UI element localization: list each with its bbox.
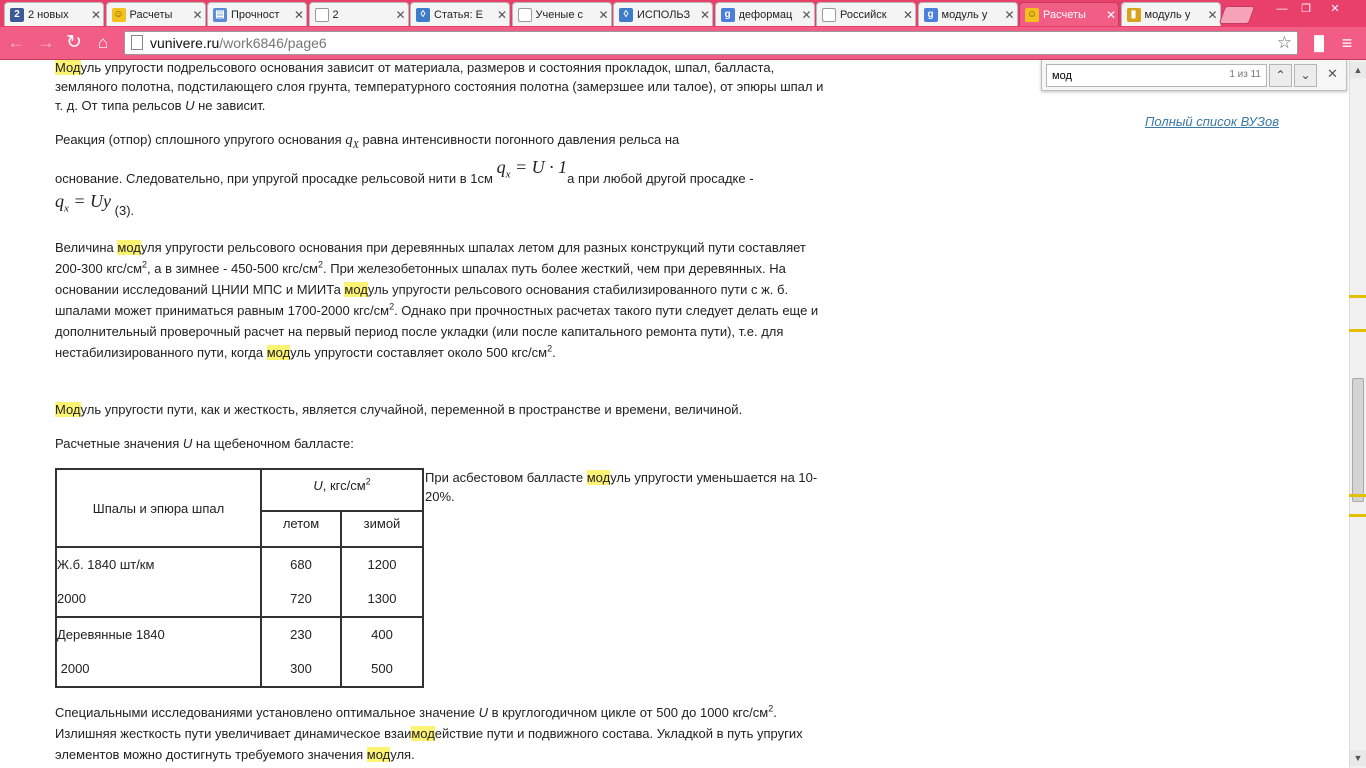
table-cell: Ж.б. 1840 шт/км xyxy=(57,557,155,572)
table-cell: 1200 xyxy=(367,557,397,572)
browser-tab[interactable] xyxy=(918,2,1018,26)
page-icon xyxy=(518,8,532,22)
tab-close-icon[interactable]: ✕ xyxy=(1105,7,1117,22)
extension-bar-chart-icon[interactable]: ▐▌ xyxy=(1309,35,1329,51)
find-previous-button[interactable]: ⌃ xyxy=(1269,64,1292,87)
find-input-box[interactable] xyxy=(1046,64,1267,87)
tab-title: деформац xyxy=(738,8,793,21)
google-icon: g xyxy=(924,8,938,22)
scrollbar-thumb[interactable] xyxy=(1352,378,1364,502)
tab-close-icon[interactable]: ✕ xyxy=(395,7,406,22)
table-header-winter: зимой xyxy=(341,511,423,547)
browser-tab[interactable] xyxy=(1019,2,1119,26)
table-row xyxy=(56,547,423,617)
browser-tab[interactable] xyxy=(106,2,206,26)
table-cell: 500 xyxy=(371,661,393,676)
tab-title: Российск xyxy=(840,8,887,21)
tab-close-icon[interactable]: ✕ xyxy=(1207,7,1218,22)
reload-icon[interactable]: ↻ xyxy=(66,32,82,53)
table-header-summer: летом xyxy=(261,511,341,547)
paragraph-modulus-values: Величина модуля упругости рельсового основания при деревянных шпалах летом для разных конструкций пути составляет 200-300 кгс/$см^2$, а в зимнее - 450-500 кгс/$см^2$. При железобетонных шпалах путь более жесткий, чем при деревянных. На основании исследований ЦНИИ МПС и МИИТа модуль упругости рельсового основания стабилизированного пути с ж. б. шпалами может приниматься равным 1700-2000 кгс/$см^2$. Однако при прочностных расчетах такого пути следует делать еще и дополнительный проверочный расчет на первый период после укладки (или после капитального ремонта пути), т.е. для нестабилизированного пути, когда модуль упругости составляет около 500 кгс/$см^2$. xyxy=(55,240,819,360)
asbestos-ballast-note: При асбестовом балласте модуль упругости уменьшается на 10-20%. xyxy=(425,470,818,504)
url-path: /work6846/page6 xyxy=(219,35,327,51)
search-highlight: мод xyxy=(117,240,141,255)
scrollbar-match-marker xyxy=(1349,329,1366,332)
tab-title: модуль у xyxy=(1144,8,1191,21)
browser-tab[interactable] xyxy=(613,2,713,26)
forward-icon[interactable]: → xyxy=(37,33,55,52)
bookmark-star-icon[interactable]: ☆ xyxy=(1276,33,1292,52)
tab-close-icon[interactable]: ✕ xyxy=(598,7,609,22)
search-highlight: мод xyxy=(366,747,391,762)
page-icon xyxy=(131,35,143,50)
paragraph-modulus-dependence: Модуль упругости подрельсового основания зависит от материала, размеров и состояния прокладок, шпал, балласта, земляного полотна, подстилающего слоя грунта, температурного состояния полотна (замерзшее или талое), от эпюры шпал и т. д. От типа рельсов U не зависит. xyxy=(55,60,824,113)
modulus-table xyxy=(55,468,424,688)
scrollbar-match-marker xyxy=(1349,514,1366,517)
browser-tab[interactable] xyxy=(816,2,916,26)
table-cell: 2000 xyxy=(57,591,86,606)
scrollbar-match-marker xyxy=(1349,295,1366,298)
search-highlight: мод xyxy=(411,726,435,741)
doc-search-icon: ▤ xyxy=(213,8,227,22)
smiley-icon: ☺ xyxy=(1026,9,1038,20)
table-cell: 300 xyxy=(290,661,312,676)
page-icon xyxy=(822,8,836,22)
tab-close-icon[interactable]: ✕ xyxy=(496,7,508,22)
browser-tab[interactable] xyxy=(4,2,104,26)
tab-close-icon[interactable]: ✕ xyxy=(192,7,203,22)
globe-icon: ◊ xyxy=(619,8,633,22)
page-icon xyxy=(315,8,329,22)
table-header-sleepers: Шпалы и эпюра шпал xyxy=(56,469,261,547)
address-bar[interactable] xyxy=(124,31,1298,55)
page-content xyxy=(0,60,1349,768)
table-cell: 2000 xyxy=(57,661,90,676)
tab-close-icon[interactable]: ✕ xyxy=(1004,7,1015,22)
browser-toolbar xyxy=(0,27,1366,60)
find-bar xyxy=(1041,60,1347,91)
browser-tab[interactable] xyxy=(309,2,409,26)
browser-tab[interactable] xyxy=(512,2,612,26)
vertical-scrollbar[interactable] xyxy=(1349,60,1366,768)
find-input[interactable] xyxy=(1052,67,1212,84)
tab-title: модуль у xyxy=(941,8,988,21)
table-header-u: U, кгс/$см^2$ xyxy=(261,469,423,511)
browser-tab[interactable] xyxy=(410,2,510,26)
formula-q-equals-u: $q_x = U \cdot 1$ xyxy=(496,157,568,181)
browser-tab[interactable] xyxy=(1121,2,1221,26)
search-highlight: Мод xyxy=(55,402,81,417)
tab-close-icon[interactable]: ✕ xyxy=(801,7,812,22)
tab-title: Расчеты xyxy=(1043,8,1086,21)
browser-tab[interactable] xyxy=(715,2,815,26)
formula-q-equals-uy: $q_x = Uy$ xyxy=(55,191,112,215)
find-next-button[interactable]: ⌄ xyxy=(1294,64,1317,87)
scroll-up-arrow-icon[interactable]: ▲ xyxy=(1350,62,1366,78)
globe-icon: ◊ xyxy=(416,8,430,22)
tab-title: 2 новых xyxy=(28,8,69,21)
scroll-down-arrow-icon[interactable]: ▼ xyxy=(1350,750,1366,766)
tab-title: Ученые с xyxy=(535,8,583,21)
smiley-icon: ☺ xyxy=(113,9,124,20)
tab-title: Прочност xyxy=(231,8,280,21)
scrollbar-match-marker xyxy=(1349,494,1366,497)
tab-close-icon[interactable]: ✕ xyxy=(902,7,914,22)
search-highlight: мод xyxy=(266,345,291,360)
tab-close-icon[interactable]: ✕ xyxy=(90,7,102,22)
table-cell: 400 xyxy=(371,627,393,642)
tab-strip xyxy=(0,0,1366,27)
find-close-icon[interactable]: ✕ xyxy=(1327,66,1338,81)
university-list-link[interactable]: Полный список ВУЗов xyxy=(1145,114,1280,129)
wrench-menu-icon[interactable]: ≡ xyxy=(1341,33,1353,53)
search-highlight: мод xyxy=(344,282,368,297)
tab-close-icon[interactable]: ✕ xyxy=(293,7,305,22)
table-cell: 230 xyxy=(290,627,312,642)
maximize-button[interactable]: ❐ xyxy=(1301,3,1311,15)
home-icon[interactable]: ⌂ xyxy=(97,33,109,52)
search-highlight: Мод xyxy=(55,60,81,75)
bar-chart-icon: ▮ xyxy=(1127,8,1141,22)
mail-icon: 2 xyxy=(10,8,24,22)
browser-tab[interactable] xyxy=(207,2,307,26)
paragraph-random-variable: Модуль упругости пути, как и жесткость, является случайной, переменной в пространстве и времени, величиной. xyxy=(55,402,743,417)
tab-title: 2 xyxy=(332,8,339,21)
table-cell: 680 xyxy=(290,557,312,572)
paragraph-formula-3: $q_x = Uy$ (3). xyxy=(55,191,135,218)
paragraph-reaction-line1: Реакция (отпор) сплошного упругого основания $q_X$ равна интенсивности погонного давления рельса на xyxy=(55,132,680,151)
tab-close-icon[interactable]: ✕ xyxy=(699,7,711,22)
close-window-button[interactable]: ✕ xyxy=(1330,3,1340,15)
table-cell: 1300 xyxy=(367,591,397,606)
find-match-count: 1 из 11 xyxy=(1229,69,1261,80)
tab-title: ИСПОЛЬЗ xyxy=(637,8,691,21)
paragraph-calc-values-intro: Расчетные значения U на щебеночном балласте: xyxy=(55,436,354,451)
back-icon[interactable]: ← xyxy=(7,33,25,52)
table-row xyxy=(56,617,423,687)
paragraph-optimal-value: Специальными исследованиями установлено оптимальное значение U в круглогодичном цикле от 500 до 1000 кгс/$см^2$. Излишняя жесткость пути увеличивает динамическое взаимодействие пути и подвижного состава. Укладкой в путь упругих элементов можно достигнуть требуемого значения модуля. xyxy=(55,703,803,762)
tab-title: Расчеты xyxy=(129,8,173,21)
table-cell: 720 xyxy=(290,591,312,606)
paragraph-reaction-line2: основание. Следовательно, при упругой просадке рельсовой нити в 1см $q_x = U \cdot 1а$ при любой другой просадке - xyxy=(55,157,754,186)
tab-title: Статья: Е xyxy=(434,8,483,21)
minimize-button[interactable]: — xyxy=(1276,3,1288,15)
table-cell: Деревянные 1840 xyxy=(57,627,165,642)
url-host: vunivere.ru xyxy=(150,35,220,51)
google-icon: g xyxy=(721,8,735,22)
search-highlight: мод xyxy=(586,470,611,485)
